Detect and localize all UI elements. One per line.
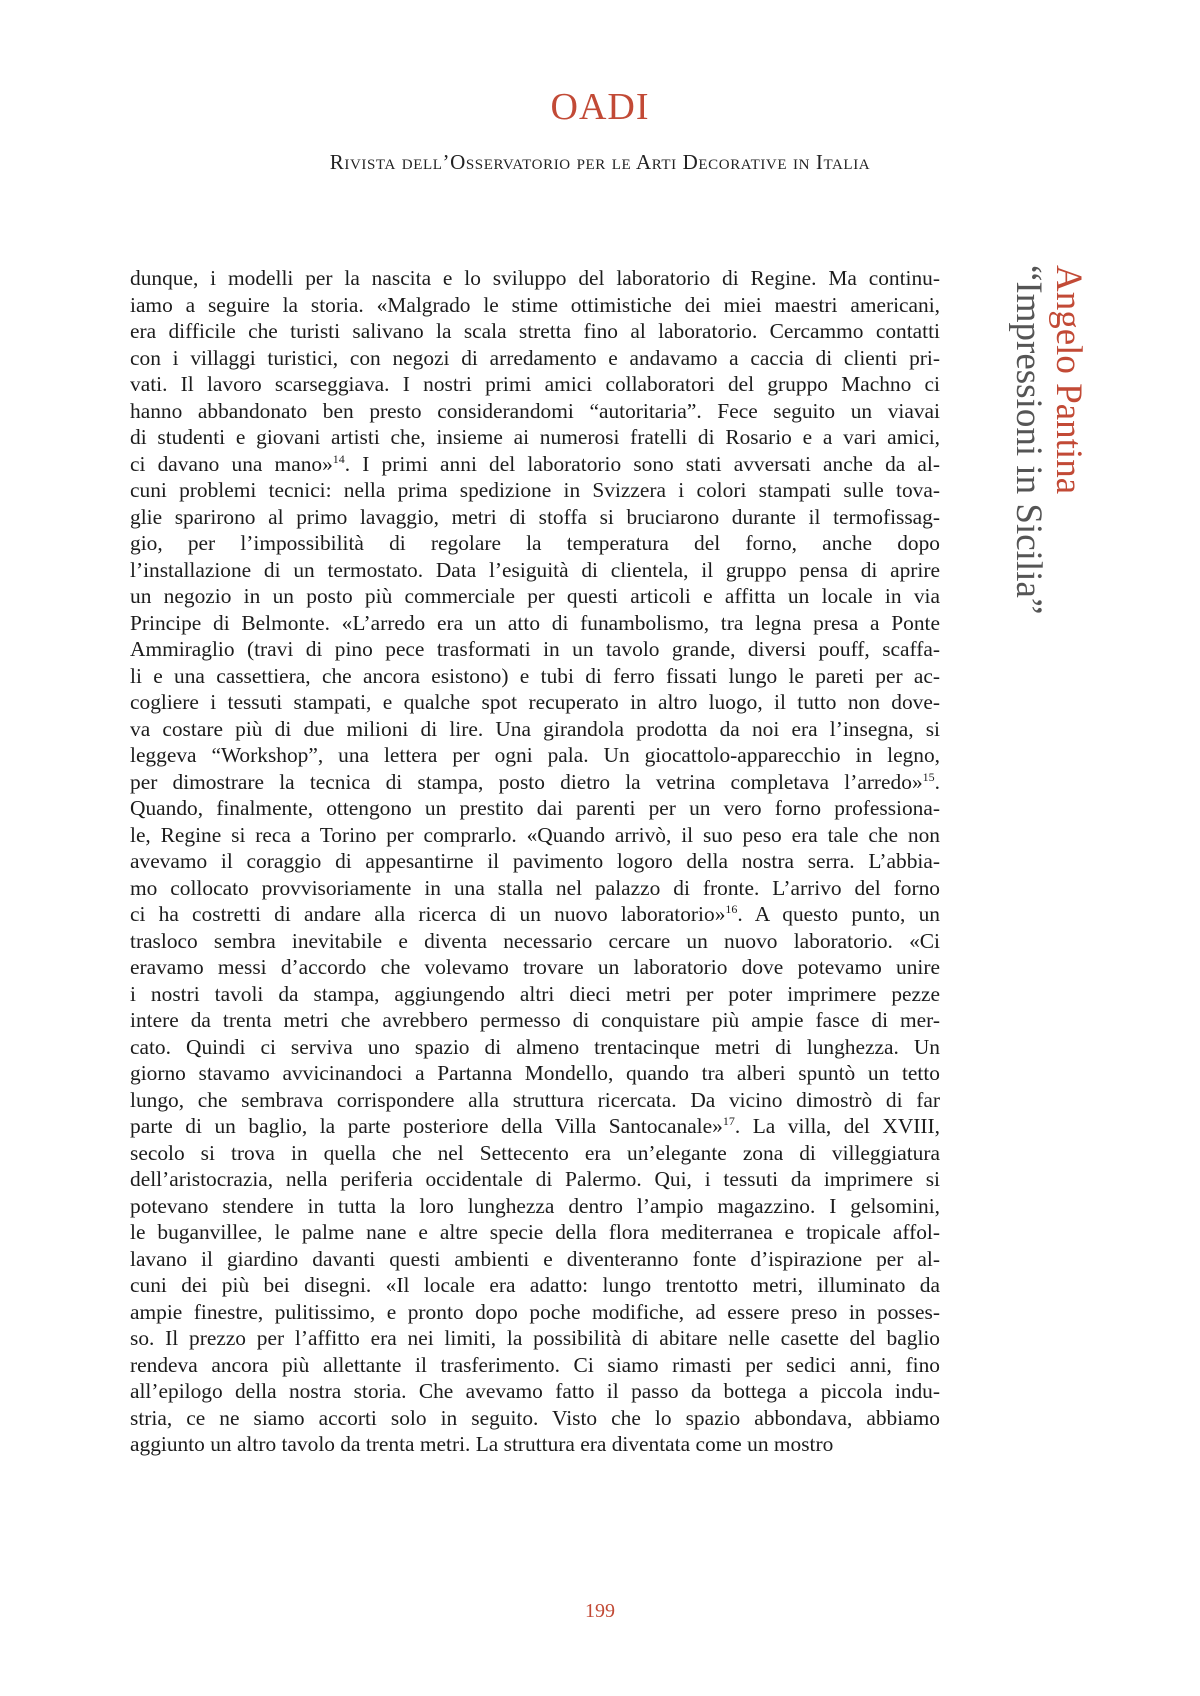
text-line: cato. Quindi ci serviva uno spazio di almeno trentacinque metri di lunghezza. Un [130,1034,940,1059]
text-line: hanno abbandonato ben presto considerandomi “autoritaria”. Fece seguito un viavai [130,398,940,423]
text-line: Quando, finalmente, ottengono un prestito dai parenti per un vero forno professiona- [130,796,940,820]
text-segment: . I primi anni del laboratorio sono stati avversati anche da al- [344,451,940,476]
text-line [130,1113,940,1140]
author-name: Angelo Pantina [1048,265,1089,495]
text-line: cuni dei più bei disegni. «Il locale era adatto: lungo trentotto metri, illuminato da [130,1273,940,1297]
text-line [130,901,940,928]
text-line: trasloco sembra inevitabile e diventa necessario cercare un nuovo laboratorio. «Ci [130,928,940,953]
text-line: potevano stendere in tutta la loro lunghezza dentro l’ampio magazzino. I gelsomini, [130,1193,940,1218]
text-line: stria, ce ne siamo accorti solo in seguito. Visto che lo spazio abbondava, abbiamo [130,1405,940,1430]
text-line: lavano il giardino davanti questi ambienti e diventeranno fonte d’ispirazione per al- [130,1246,940,1271]
text-line: vati. Il lavoro scarseggiava. I nostri primi amici collaboratori del gruppo Machno ci [130,372,940,396]
text-segment: . La villa, del XVIII, [734,1114,940,1138]
text-line: va costare più di due milioni di lire. Una girandola prodotta da noi era l’insegna, si [130,716,940,741]
text-line: dunque, i modelli per la nascita e lo sviluppo del laboratorio di Regine. Ma continu- [130,266,940,290]
text-line: iamo a seguire la storia. «Malgrado le stime ottimistiche dei miei maestri americani, [130,292,940,317]
footnote-ref-14[interactable]: 14 [332,451,345,466]
text-line: gio, per l’impossibilità di regolare la temperatura del forno, anche dopo [130,531,940,555]
text-line: secolo si trova in quella che nel Settecento era un’elegante zona di villeggiatura [130,1140,940,1165]
text-line: all’epilogo della nostra storia. Che avevamo fatto il passo da bottega a piccola indu- [130,1379,940,1403]
text-line: avevamo il coraggio di appesantirne il pavimento logoro della nostra serra. L’abbia- [130,849,940,873]
text-line: Ammiraglio (travi di pino pece trasformati in un tavolo grande, diversi pouff, scaffa- [130,637,940,661]
text-line [130,769,940,796]
text-line: rendeva ancora più allettante il trasferimento. Ci siamo rimasti per sedici anni, fino [130,1352,940,1377]
text-line: leggeva “Workshop”, una lettera per ogni pala. Un giocattolo-apparecchio in legno, [130,743,940,767]
text-line: di studenti e giovani artisti che, insieme ai numerosi fratelli di Rosario e a vari amici, [130,425,940,449]
text-line: li e una cassettiera, che ancora esistono) e tubi di ferro fissati lungo le pareti per ac- [130,663,940,688]
text-segment: parte di un baglio, la parte posteriore della Villa Santocanale» [130,1114,723,1138]
text-line: le, Regine si reca a Torino per comprarlo. «Quando arrivò, il suo peso era tale che non [130,822,940,847]
text-line: mo collocato provvisoriamente in una stalla nel palazzo di fronte. L’arrivo del forno [130,875,940,900]
text-line: con i villaggi turistici, con negozi di arredamento e andavamo a caccia di clienti pri- [130,345,940,370]
text-line: giorno stavamo avvicinandoci a Partanna Mondello, quando tra alberi spuntò un tetto [130,1061,940,1085]
text-segment: . [934,769,940,794]
text-line: ampie finestre, pulitissimo, e pronto dopo poche modifiche, ad essere preso in posses- [130,1299,940,1324]
text-line: glie sparirono al primo lavaggio, metri di stoffa si bruciarono durante il termofissag- [130,504,940,529]
text-line: era difficile che turisti salivano la scala stretta fino al laboratorio. Cercammo contatti [130,319,940,343]
text-segment: ci davano una mano» [130,451,333,476]
text-line: cuni problemi tecnici: nella prima spedizione in Svizzera i colori stampati sulle tova- [130,478,940,502]
sidebar-rotated-text [1008,265,1088,614]
text-line: dell’aristocrazia, nella periferia occidentale di Palermo. Qui, i tessuti da imprimere si [130,1167,940,1191]
footnote-ref-16[interactable]: 16 [725,902,738,916]
text-line: eravamo messi d’accordo che volevamo trovare un laboratorio dove potevamo unire [130,955,940,979]
text-line: lungo, che sembrava corrispondere alla struttura ricercata. Da vicino dimostrò di far [130,1087,940,1112]
journal-name: OADI [550,86,650,128]
article-body [130,265,940,1458]
text-segment: . A questo punto, un [737,902,940,926]
text-line: i nostri tavoli da stampa, aggiungendo altri dieci metri per poter imprimere pezze [130,981,940,1006]
text-line [130,451,940,478]
footnote-ref-15[interactable]: 15 [922,769,935,784]
page-number: 199 [585,1600,615,1622]
text-line: l’installazione di un termostato. Data l’esiguità di clientela, il gruppo pensa di aprire [130,557,940,582]
text-line: Principe di Belmonte. «L’arredo era un atto di funambolismo, tra legna presa a Ponte [130,610,940,635]
article-title: “Impressioni in Sicilia” [1008,265,1049,615]
text-segment: per dimostrare la tecnica di stampa, posto dietro la vetrina completava l’arredo» [130,769,923,794]
text-line: intere da trenta metri che avrebbero permesso di conquistare più ampie fasce di mer- [130,1008,940,1032]
text-line: cogliere i tessuti stampati, e qualche spot recuperato in altro luogo, il tutto non dove- [130,690,940,714]
text-line: un negozio in un posto più commerciale per questi articoli e affitta un locale in via [130,584,940,608]
text-line: le buganvillee, le palme nane e altre specie della flora mediterranea e tropicale affol- [130,1220,940,1244]
text-line: aggiunto un altro tavolo da trenta metri. La struttura era diventata come un mostro [130,1432,834,1456]
text-line: so. Il prezzo per l’affitto era nei limiti, la possibilità di abitare nelle casette del baglio [130,1326,940,1350]
text-segment: ci ha costretti di andare alla ricerca di un nuovo laboratorio» [130,902,726,926]
footnote-ref-17[interactable]: 17 [722,1114,735,1128]
page-header [0,88,1200,173]
running-sidebar [978,265,1088,645]
journal-subtitle: Rivista dell’Osservatorio per le Arti Decorative in Italia [329,150,871,174]
